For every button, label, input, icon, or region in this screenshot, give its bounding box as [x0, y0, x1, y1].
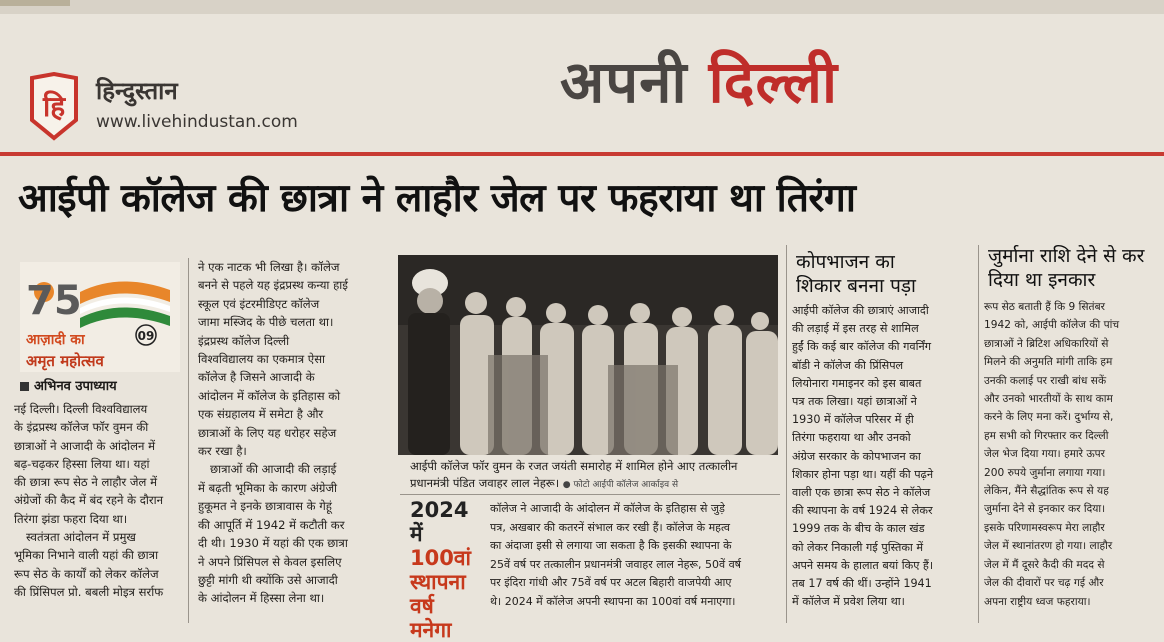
column-1 — [14, 400, 186, 601]
badge-episode: 09 — [137, 329, 155, 343]
section-title — [560, 40, 838, 119]
col3-subhead-line: शिकार बनना पड़ा — [796, 275, 916, 297]
col4-line: उनकी कलाई पर राखी बांध सकें — [984, 374, 1107, 387]
col2-line: एक संग्रहालय में समेटा है और — [198, 407, 324, 422]
col4-line: हम सभी को गिरफ्तार कर दिल्ली — [984, 429, 1109, 442]
col2-line: में बढ़ती भूमिका के कारण अंग्रेजी — [198, 480, 338, 495]
byline-square-icon — [20, 382, 29, 391]
col1-line: की प्रिंसिपल प्रो. बबली मोइत्र सर्राफ — [14, 584, 164, 599]
col4-line: 200 रुपये जुर्माना लगाया गया। — [984, 466, 1106, 479]
col4-line: इसके परिणामस्वरूप मेरा लाहौर — [984, 521, 1105, 534]
azadi-amrit-mahotsav-badge — [20, 262, 180, 372]
col4-line: मिलने की अनुमति मांगी ताकि हम — [984, 356, 1113, 369]
column-rule-4 — [978, 245, 979, 623]
col1-line: की छात्रा रूप सेठ ने लाहौर जेल में — [14, 475, 157, 490]
col2-line: ने अपने प्रिंसिपल से केवल इसलिए — [198, 554, 342, 569]
col3-line: अंग्रेज सरकार के कोपभाजन का — [792, 449, 921, 463]
col4-line: करने के लिए मना करें। दुर्भाग्य से, — [984, 411, 1114, 424]
col2-line: आंदोलन में कॉलेज के इतिहास को — [198, 388, 341, 403]
col3-line: पत्र तक लिखा। यहां छात्राओं ने — [792, 395, 917, 409]
col2-line: विश्वविद्यालय का एकमात्र ऐसा — [198, 352, 326, 367]
col4-line: जेल भेज दिया गया। हमारे ऊपर — [984, 448, 1106, 461]
col1-line: तिरंगा झंडा फहरा दिया था। — [14, 511, 128, 526]
col2-line: कर रखा है। — [198, 444, 247, 459]
byline — [20, 376, 117, 394]
callout-body — [490, 500, 780, 611]
logo-letter: हि — [42, 90, 66, 123]
col4-line: जेल में स्थानांतरण हो गया। लाहौर — [984, 540, 1113, 553]
hindustan-logo — [28, 72, 80, 142]
col1-line: बढ़-चढ़कर हिस्सा लिया था। यहां — [14, 456, 150, 471]
col2-line: छात्राओं की आजादी की लड़ाई — [210, 462, 337, 477]
callout-body-line: पर इंदिरा गांधी और 75वें वर्ष पर अटल बिहारी वाजपेयी आए — [490, 576, 732, 589]
column-rule-1 — [188, 258, 189, 623]
photo-caption-text: आईपी कॉलेज फॉर वुमन के रजत जयंती समारोह में शामिल होने आए तत्कालीन प्रधानमंत्री पंडित जवाहर लाल नेहरू। — [410, 459, 738, 490]
col3-line: वाली एक छात्रा रूप सेठ ने कॉलेज — [792, 486, 931, 500]
col4-line: छात्राओं ने ब्रिटिश अधिकारियों से — [984, 337, 1109, 350]
col1-line: रूप सेठ के कार्यों को लेकर कॉलेज — [14, 566, 159, 581]
col2-line: बनने से पहले यह इंद्रप्रस्थ कन्या हाई — [198, 278, 348, 293]
callout-body-line: थे। 2024 में कॉलेज अपनी स्थापना का 100वां वर्ष मनाएगा। — [490, 594, 736, 608]
col3-line: लियोनारा गमाइनर को इस बाबत — [792, 376, 922, 390]
callout-line-4: वर्ष मनेगा — [410, 594, 452, 642]
top-strip — [0, 0, 1164, 14]
col3-subhead-line: कोपभाजन का — [796, 251, 895, 273]
col3-line: 1930 में कॉलेज परिसर में ही — [792, 413, 914, 427]
col2-line: की आपूर्ति में 1942 में कटौती कर — [198, 517, 345, 532]
col4-line: जेल में मैं दूसरे कैदी की मदद से — [984, 558, 1105, 571]
col1-line: नई दिल्ली। दिल्ली विश्वविद्यालय — [14, 402, 148, 416]
column-rule-3 — [786, 245, 787, 623]
callout-body-line: का अंदाजा इसी से लगाया जा सकता है कि इसकी स्थापना के — [490, 539, 732, 552]
col3-line: में कॉलेज में प्रवेश लिया था। — [792, 595, 905, 609]
section-title-word-1: अपनी — [560, 48, 688, 116]
callout-line-2: 100वां — [410, 546, 471, 570]
col3-line: तब 17 वर्ष की थीं। उन्होंने 1941 — [792, 577, 932, 591]
col4-subhead-line: जुर्माना राशि देने से कर — [988, 245, 1145, 267]
col2-line: के आंदोलन में हिस्सा लेना था। — [198, 591, 325, 606]
photo-credit: ● फोटो आईपी कॉलेज आर्काइव से — [562, 480, 679, 490]
col4-line: रूप सेठ बताती हैं कि 9 सितंबर — [984, 301, 1105, 313]
col2-line: छात्राओं के लिए यह धरोहर सहेज — [198, 425, 337, 440]
col2-line: स्कूल एवं इंटरमीडिएट कॉलेज — [198, 296, 320, 311]
col3-line: अपने समय के हालात बयां किए हैं। — [792, 558, 934, 572]
column-3 — [792, 302, 976, 611]
brand-name: हिन्दुस्तान — [96, 77, 178, 105]
col3-line: हुईं कि कई बार कॉलेज की गवर्निंग — [792, 340, 931, 354]
callout-year: 2024 में — [410, 498, 469, 546]
photo-caption — [410, 458, 780, 494]
col3-line: बॉडी ने कॉलेज की प्रिंसिपल — [792, 358, 904, 372]
column-2 — [198, 258, 396, 608]
col3-line: शिकार होना पड़ा था। यहीं की पढ़ने — [792, 467, 934, 481]
section-title-word-2: दिल्ली — [708, 48, 838, 116]
col4-line: जेल की दीवारों पर चढ़ गई और — [984, 577, 1104, 590]
column-4-subhead — [988, 244, 1160, 292]
callout-body-line: 25वें वर्ष पर तत्कालीन प्रधानमंत्री जवाहर लाल नेहरू, 50वें वर्ष — [490, 557, 742, 571]
col1-line: स्वतंत्रता आंदोलन में प्रमुख — [26, 530, 136, 545]
col3-line: की स्थापना के वर्ष 1924 से लेकर — [792, 504, 933, 518]
headline: आईपी कॉलेज की छात्रा ने लाहौर जेल पर फहराया था तिरंगा — [18, 176, 856, 221]
col4-subhead-line: दिया था इनकार — [988, 269, 1096, 291]
column-3-subhead — [796, 250, 976, 298]
badge-75: 75 — [26, 278, 82, 324]
col3-line: तिरंगा फहराया था और उनको — [792, 431, 911, 445]
callout-body-line: पत्र, अखबार की कतरनें संभाल कर रखी हैं। कॉलेज के महत्व — [490, 520, 731, 534]
badge-text-bottom: अमृत महोत्सव — [26, 352, 104, 370]
col3-line: की लड़ाई में इस तरह से शामिल — [792, 322, 919, 336]
masthead-divider — [0, 152, 1164, 156]
col4-line: जुर्माना देने से इनकार कर दिया। — [984, 503, 1106, 516]
col4-line: 1942 को, आईपी कॉलेज की पांच — [984, 319, 1120, 332]
col2-line: जामा मस्जिद के पीछे चलता था। — [198, 315, 334, 330]
nehru-archive-photo — [398, 255, 778, 455]
col3-line: को लेकर निकाली गई पुस्तिका में — [792, 540, 924, 554]
badge-text-top: आज़ादी का — [26, 332, 85, 348]
column-4 — [984, 298, 1160, 611]
col3-line: आईपी कॉलेज की छात्राएं आजादी — [792, 304, 929, 317]
col2-line: दी थी। 1930 में यहां की एक छात्रा — [198, 536, 348, 551]
col3-line: 1999 तक के बीच के काल खंड — [792, 522, 925, 536]
col4-line: और उनको भारतीयों के साथ काम — [984, 393, 1113, 406]
col2-line: ने एक नाटक भी लिखा है। कॉलेज — [198, 260, 340, 274]
col2-line: कॉलेज है जिसने आजादी के — [198, 370, 315, 385]
col4-line: लेकिन, मैंने सैद्धांतिक रूप से यह — [984, 485, 1109, 498]
col2-line: इंद्रप्रस्थ कॉलेज दिल्ली — [198, 333, 290, 348]
col1-line: अंग्रेजों की कैद में बंद रहने के दौरान — [14, 493, 164, 508]
col1-line: छात्राओं ने आजादी के आंदोलन में — [14, 438, 155, 453]
website-url: www.livehindustan.com — [96, 112, 298, 132]
centenary-callout — [410, 498, 482, 642]
col1-line: भूमिका निभाने वाली यहां की छात्रा — [14, 548, 159, 563]
callout-body-line: कॉलेज ने आजादी के आंदोलन में कॉलेज के इतिहास से जुड़े — [490, 502, 725, 515]
caption-rule — [400, 494, 780, 495]
col4-line: अपना राष्ट्रीय ध्वज फहराया। — [984, 595, 1091, 608]
col2-line: छुट्टी मांगी थी क्योंकि उसे आजादी — [198, 572, 338, 587]
callout-line-3: स्थापना — [410, 570, 466, 594]
col2-line: हुकूमत ने इनके छात्रावास के गेहूं — [198, 499, 332, 514]
byline-text: अभिनव उपाध्याय — [34, 379, 117, 394]
col1-line: के इंद्रप्रस्थ कॉलेज फॉर वुमन की — [14, 420, 149, 435]
